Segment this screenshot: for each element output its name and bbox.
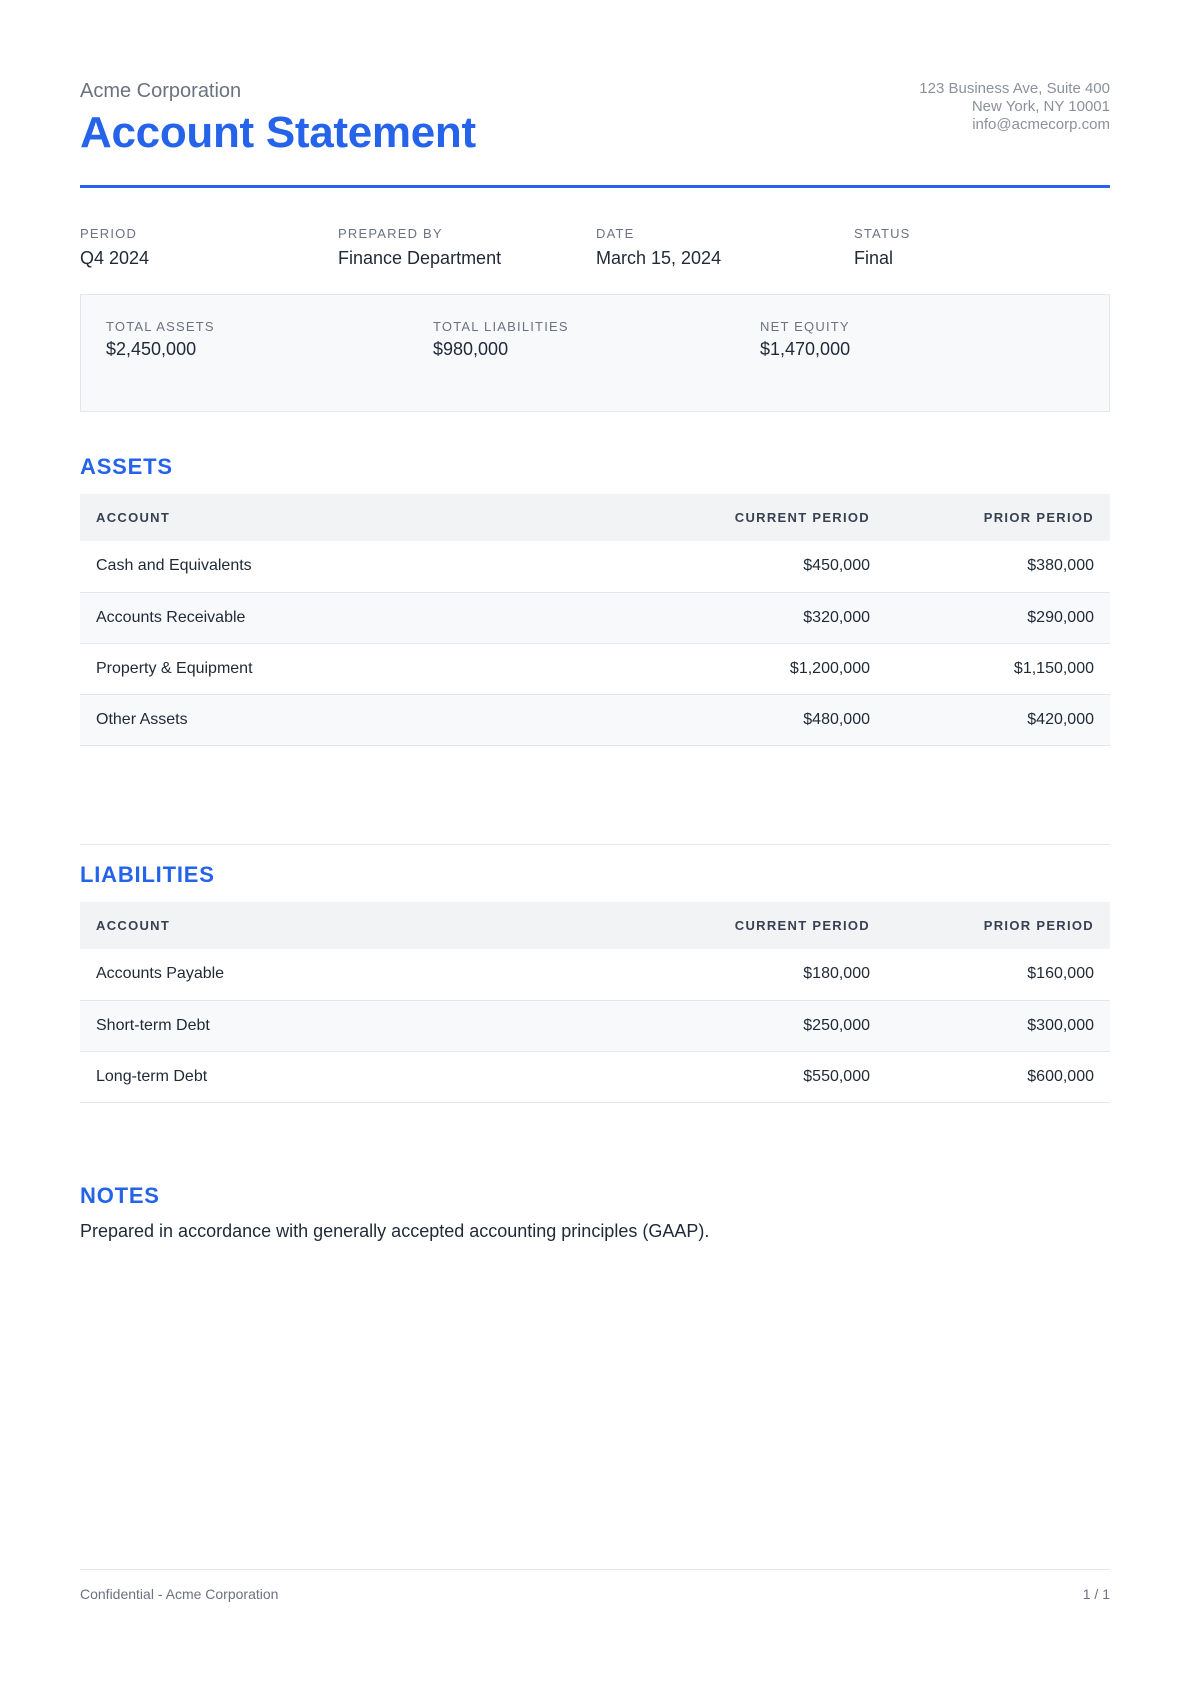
prior-value: $420,000 [886,694,1110,745]
summary-label: NET EQUITY [760,319,850,334]
account-name: Property & Equipment [80,643,636,694]
company-name: Acme Corporation [80,80,242,102]
meta-value: Finance Department [338,248,502,268]
meta-label: STATUS [854,226,911,241]
prior-value: $300,000 [886,1000,1110,1051]
footer-divider [80,1569,1110,1570]
section-title-assets: ASSETS [80,454,173,479]
current-value: $250,000 [636,1000,886,1051]
table-header-row [80,902,1110,949]
table-row [80,1000,1110,1051]
table-header-row [80,494,1110,541]
footer-confidential: Confidential - Acme Corporation [80,1586,279,1602]
meta-value: Final [854,248,894,268]
column-header-account: ACCOUNT [80,494,636,541]
account-name: Cash and Equivalents [80,541,636,592]
summary-value: $2,450,000 [106,339,197,359]
account-name: Accounts Payable [80,949,636,1000]
current-value: $550,000 [636,1051,886,1102]
current-value: $1,200,000 [636,643,886,694]
company-address [919,80,1110,134]
meta-prepared-by [338,226,501,269]
summary-label: TOTAL ASSETS [106,319,215,334]
summary-label: TOTAL LIABILITIES [433,319,569,334]
section-title-notes: NOTES [80,1183,160,1208]
summary-net-equity [760,319,850,360]
document-header [80,78,1110,188]
statement-meta [80,226,1110,276]
account-name: Other Assets [80,694,636,745]
summary-value: $1,470,000 [760,339,851,359]
meta-label: PERIOD [80,226,138,241]
account-name: Accounts Receivable [80,592,636,643]
assets-table [80,494,1110,746]
column-header-account: ACCOUNT [80,902,636,949]
meta-label: PREPARED BY [338,226,443,241]
current-value: $450,000 [636,541,886,592]
section-divider [80,844,1110,845]
summary-total-liabilities [433,319,569,360]
column-header-prior: PRIOR PERIOD [886,494,1110,541]
table-row [80,592,1110,643]
page-title: Account Statement [80,108,476,157]
prior-value: $600,000 [886,1051,1110,1102]
column-header-current: CURRENT PERIOD [636,902,886,949]
column-header-current: CURRENT PERIOD [636,494,886,541]
notes-text: Prepared in accordance with generally accepted accounting principles (GAAP). [80,1221,710,1241]
prior-value: $1,150,000 [886,643,1110,694]
meta-period [80,226,149,269]
summary-box [80,294,1110,412]
address-line-2: New York, NY 10001 [971,98,1110,115]
liabilities-table [80,902,1110,1103]
table-row [80,694,1110,745]
table-row [80,541,1110,592]
table-row [80,1051,1110,1102]
page-number: 1 / 1 [1082,1586,1110,1602]
prior-value: $380,000 [886,541,1110,592]
statement-page [80,0,1110,1683]
summary-value: $980,000 [433,339,509,359]
meta-date [596,226,721,269]
meta-value: March 15, 2024 [596,248,722,268]
prior-value: $160,000 [886,949,1110,1000]
summary-total-assets [106,319,215,360]
meta-status [854,226,911,269]
account-name: Short-term Debt [80,1000,636,1051]
meta-value: Q4 2024 [80,248,150,268]
current-value: $180,000 [636,949,886,1000]
prior-value: $290,000 [886,592,1110,643]
current-value: $480,000 [636,694,886,745]
contact-email: info@acmecorp.com [972,116,1110,133]
column-header-prior: PRIOR PERIOD [886,902,1110,949]
meta-label: DATE [596,226,635,241]
current-value: $320,000 [636,592,886,643]
table-row [80,949,1110,1000]
account-name: Long-term Debt [80,1051,636,1102]
table-row [80,643,1110,694]
address-line-1: 123 Business Ave, Suite 400 [919,80,1110,97]
section-title-liabilities: LIABILITIES [80,862,215,887]
